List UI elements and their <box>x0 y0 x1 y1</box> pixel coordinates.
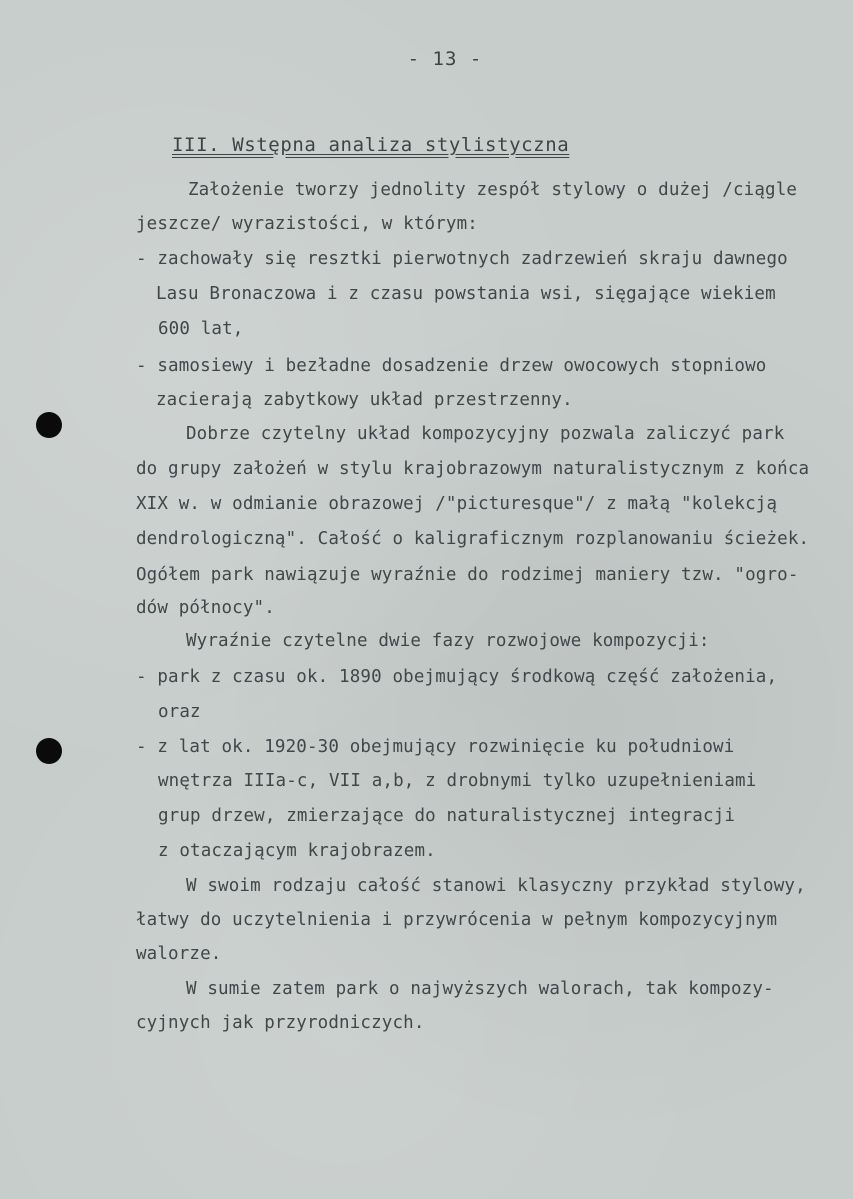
punch-hole <box>36 738 62 764</box>
text-line: do grupy założeń w stylu krajobrazowym naturalistycznym z końca <box>136 459 810 479</box>
text-line: wnętrza IIIa-c, VII a,b, z drobnymi tylko uzupełnieniami <box>158 771 757 791</box>
text-line: W swoim rodzaju całość stanowi klasyczny przykład stylowy, <box>186 876 806 896</box>
text-line: XIX w. w odmianie obrazowej /"picturesque"/ z małą "kolekcją <box>136 494 778 514</box>
text-line: łatwy do uczytelnienia i przywrócenia w pełnym kompozycyjnym <box>136 910 778 930</box>
text-line: dów północy". <box>136 598 275 618</box>
text-line: Wyraźnie czytelne dwie fazy rozwojowe kompozycji: <box>186 631 710 651</box>
text-line: zacierają zabytkowy układ przestrzenny. <box>156 390 573 410</box>
text-line: W sumie zatem park o najwyższych walorach, tak kompozy- <box>186 979 774 999</box>
text-line: grup drzew, zmierzające do naturalistycznej integracji <box>158 806 736 826</box>
text-line: dendrologiczną". Całość o kaligraficznym rozplanowaniu ścieżek. <box>136 529 810 549</box>
text-line: jeszcze/ wyrazistości, w którym: <box>136 214 478 234</box>
section-heading: III. Wstępna analiza stylistyczna <box>172 134 570 156</box>
text-line: - z lat ok. 1920-30 obejmujący rozwinięcie ku południowi <box>136 737 735 757</box>
text-line: oraz <box>158 702 201 722</box>
text-line: walorze. <box>136 944 222 964</box>
text-line: - zachowały się resztki pierwotnych zadrzewień skraju dawnego <box>136 249 788 269</box>
text-line: cyjnych jak przyrodniczych. <box>136 1013 425 1033</box>
text-line: Dobrze czytelny układ kompozycyjny pozwala zaliczyć park <box>186 424 785 444</box>
text-line: 600 lat, <box>158 319 244 339</box>
text-line: Ogółem park nawiązuje wyraźnie do rodzimej maniery tzw. "ogro- <box>136 565 799 585</box>
text-line: - samosiewy i bezładne dosadzenie drzew owocowych stopniowo <box>136 356 767 376</box>
punch-hole <box>36 412 62 438</box>
text-line: Założenie tworzy jednolity zespół stylowy o dużej /ciągle <box>188 180 798 200</box>
text-line: - park z czasu ok. 1890 obejmujący środkową część założenia, <box>136 667 778 687</box>
text-line: Lasu Bronaczowa i z czasu powstania wsi, sięgające wiekiem <box>156 284 776 304</box>
page-number: - 13 - <box>407 48 483 70</box>
text-line: z otaczającym krajobrazem. <box>158 841 436 861</box>
